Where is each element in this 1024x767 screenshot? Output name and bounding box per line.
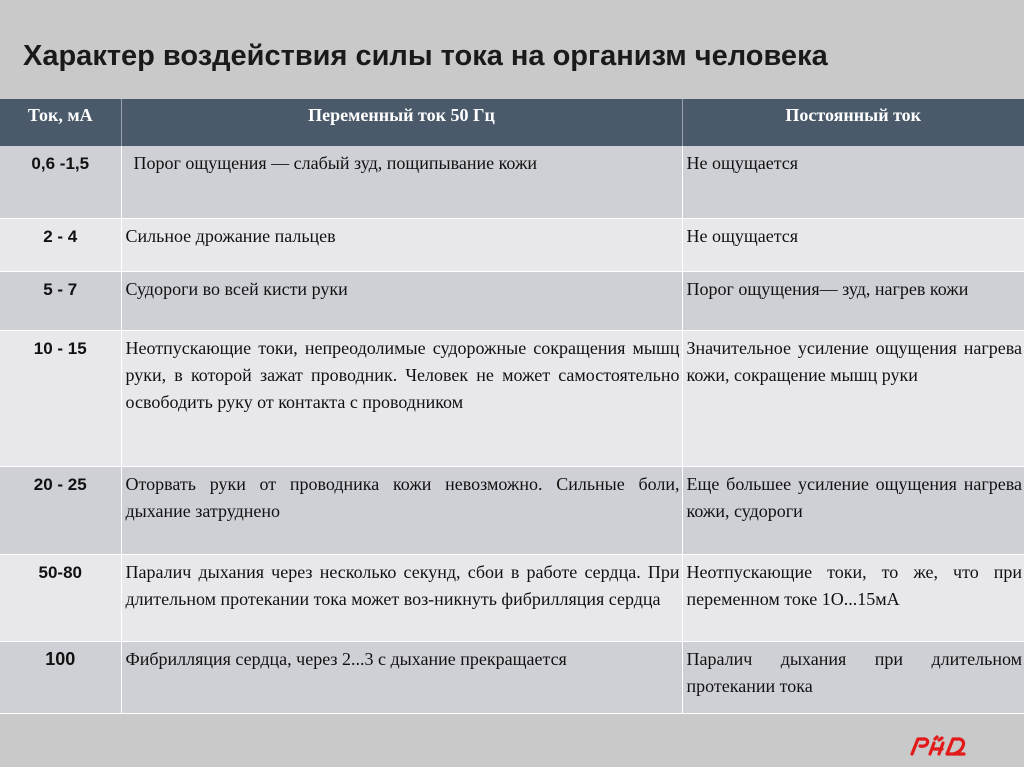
table-header-row xyxy=(0,99,1024,146)
ac-effect-cell: Фибрилляция сердца, через 2...3 с дыхание прекращается xyxy=(121,641,682,713)
dc-effect-cell: Неотпускающие токи, то же, что при переменном токе 1О...15мА xyxy=(682,554,1024,641)
current-cell: 5 - 7 xyxy=(0,271,121,330)
current-cell: 0,6 -1,5 xyxy=(0,146,121,218)
column-header-dc: Постоянный ток xyxy=(682,99,1024,146)
ac-effect-cell: Порог ощущения — слабый зуд, пощипывание кожи xyxy=(121,146,682,218)
current-cell: 50-80 xyxy=(0,554,121,641)
ac-effect-cell: Судороги во всей кисти руки xyxy=(121,271,682,330)
ac-effect-cell: Паралич дыхания через несколько секунд, сбои в работе сердца. При длительном протекании тока может воз-никнуть фибрилляция сердца xyxy=(121,554,682,641)
table-row xyxy=(0,271,1024,330)
table-row xyxy=(0,330,1024,466)
rzd-logo-icon xyxy=(908,733,968,757)
rzd-logo-strokes xyxy=(912,737,964,754)
table-row xyxy=(0,554,1024,641)
slide-title: Характер воздействия силы тока на организм человека xyxy=(23,40,828,72)
dc-effect-cell: Не ощущается xyxy=(682,218,1024,271)
column-header-current: Ток, мА xyxy=(0,99,121,146)
dc-effect-cell: Паралич дыхания при длительном протекании тока xyxy=(682,641,1024,713)
table-row xyxy=(0,466,1024,554)
current-cell: 20 - 25 xyxy=(0,466,121,554)
dc-effect-cell: Еще большее усиление ощущения нагрева кожи, судороги xyxy=(682,466,1024,554)
current-effects-table xyxy=(0,99,1024,714)
table-row xyxy=(0,146,1024,218)
current-cell: 100 xyxy=(0,641,121,713)
table-row xyxy=(0,641,1024,713)
ac-effect-cell: Оторвать руки от проводника кожи невозможно. Сильные боли, дыхание затруднено xyxy=(121,466,682,554)
dc-effect-cell: Не ощущается xyxy=(682,146,1024,218)
column-header-ac: Переменный ток 50 Гц xyxy=(121,99,682,146)
table-row xyxy=(0,218,1024,271)
current-cell: 2 - 4 xyxy=(0,218,121,271)
ac-effect-cell: Неотпускающие токи, непреодолимые судорожные сокращения мышц руки, в которой зажат проводник. Человек не может самостоятельно освободить руку от контакта с проводником xyxy=(121,330,682,466)
dc-effect-cell: Значительное усиление ощущения нагрева кожи, сокращение мышц руки xyxy=(682,330,1024,466)
dc-effect-cell: Порог ощущения— зуд, нагрев кожи xyxy=(682,271,1024,330)
current-cell: 10 - 15 xyxy=(0,330,121,466)
ac-effect-cell: Сильное дрожание пальцев xyxy=(121,218,682,271)
